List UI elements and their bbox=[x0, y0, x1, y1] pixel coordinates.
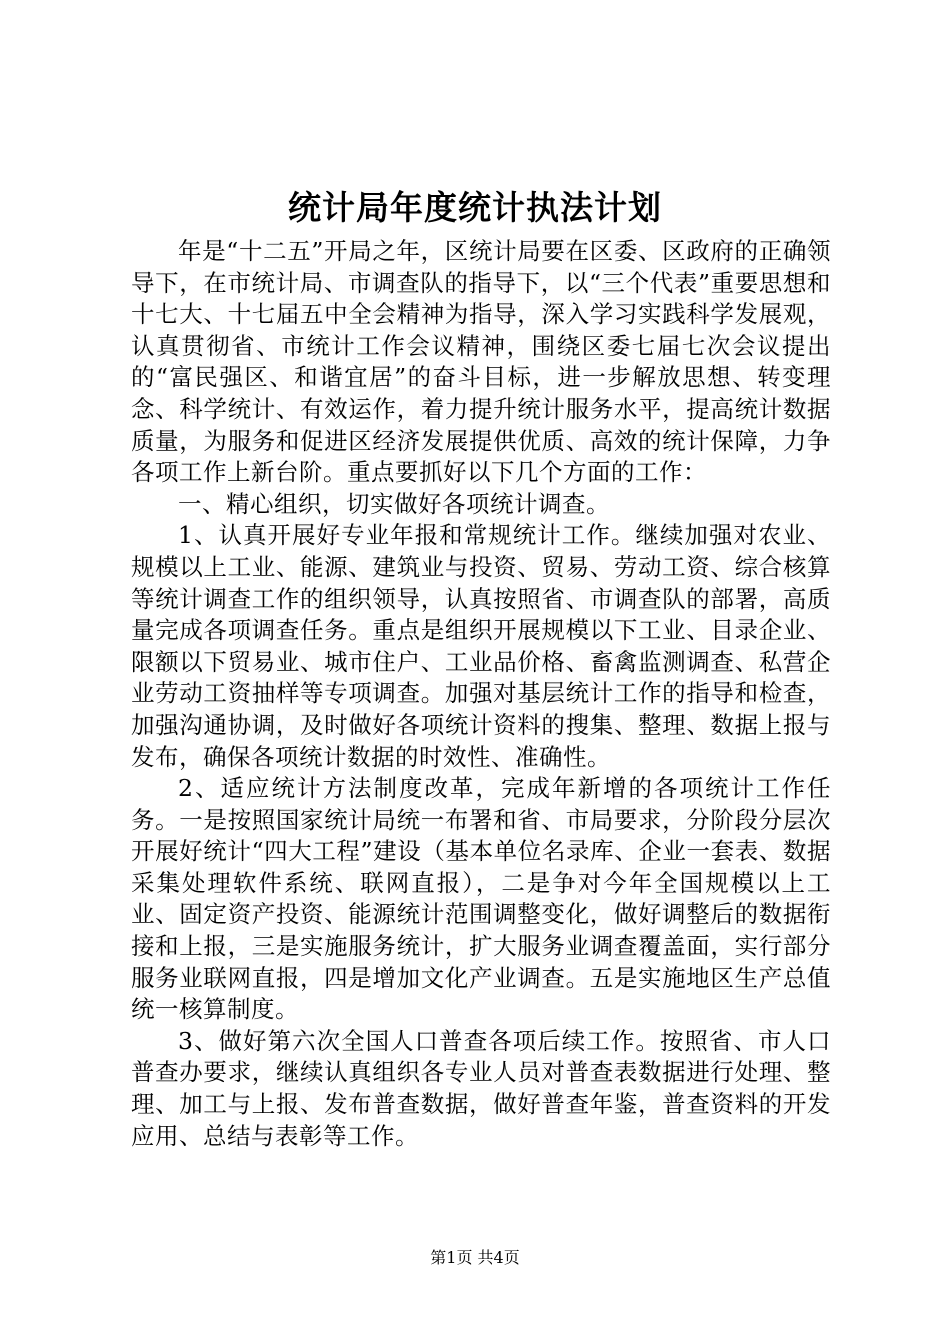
paragraph-section-heading: 一、精心组织，切实做好各项统计调查。 bbox=[178, 489, 610, 518]
paragraph-intro: 年是“十二五”开局之年，区统计局要在区委、区政府的正确领导下，在市统计局、市调查队的指导下，以“三个代表”重要思想和十七大、十七届五中全会精神为指导，深入学习实践科学发展观，认真贯彻省、市统计工作会议精神，围绕区委七届七次会议提出的“富民强区、和谐宜居”的奋斗目标，进一步解放思想、转变理念、科学统计、有效运作，着力提升统计服务水平，提高统计数据质量，为服务和促进区经济发展提供优质、高效的统计保障，力争各项工作上新台阶。重点要抓好以下几个方面的工作： bbox=[131, 237, 831, 487]
document-title: 统计局年度统计执法计划 bbox=[288, 188, 662, 227]
page-footer: 第1页 共4页 bbox=[430, 1248, 520, 1267]
paragraph-item-3: 3、做好第六次全国人口普查各项后续工作。按照省、市人口普查办要求，继续认真组织各专业人员对普查表数据进行处理、整理、加工与上报、发布普查数据，做好普查年鉴，普查资料的开发应用、总结与表彰等工作。 bbox=[131, 1026, 831, 1150]
document-body bbox=[131, 236, 831, 1152]
paragraph-item-1: 1、认真开展好专业年报和常规统计工作。继续加强对农业、规模以上工业、能源、建筑业与投资、贸易、劳动工资、综合核算等统计调查工作的组织领导，认真按照省、市调查队的部署，高质量完成各项调查任务。重点是组织开展规模以下工业、目录企业、限额以下贸易业、城市住户、工业品价格、畜禽监测调查、私营企业劳动工资抽样等专项调查。加强对基层统计工作的指导和检查，加强沟通协调，及时做好各项统计资料的搜集、整理、数据上报与发布，确保各项统计数据的时效性、准确性。 bbox=[131, 521, 831, 771]
paragraph-item-2: 2、适应统计方法制度改革，完成年新增的各项统计工作任务。一是按照国家统计局统一布署和省、市局要求，分阶段分层次开展好统计“四大工程”建设（基本单位名录库、企业一套表、数据采集处理软件系统、联网直报），二是争对今年全国规模以上工业、固定资产投资、能源统计范围调整变化，做好调整后的数据衔接和上报，三是实施服务统计，扩大服务业调查覆盖面，实行部分服务业联网直报，四是增加文化产业调查。五是实施地区生产总值统一核算制度。 bbox=[131, 774, 831, 1024]
